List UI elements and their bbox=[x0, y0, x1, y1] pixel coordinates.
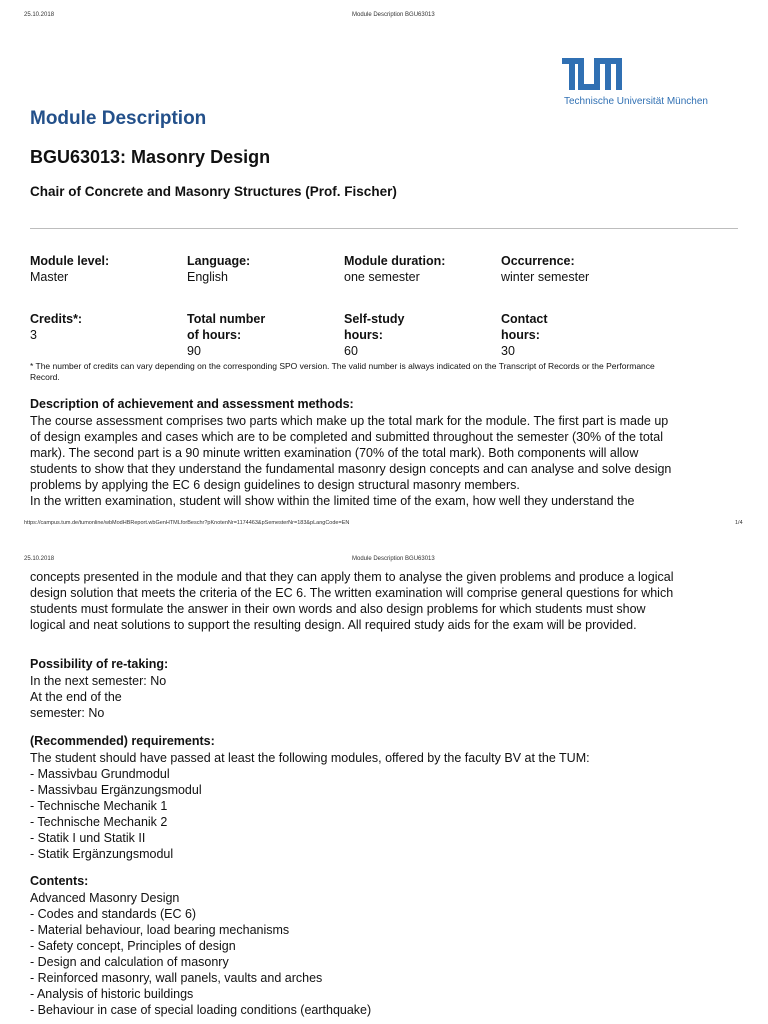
assessment-line: students to show that they understand the fundamental masonry design concepts and can analyse and solve design bbox=[30, 462, 672, 476]
assessment-line: of design examples and cases which are to be completed and submitted throughout the semester (30% of the total bbox=[30, 430, 664, 444]
assessment-line: mark). The second part is a 90 minute written examination (70% of the total mark). Both components will allow bbox=[30, 446, 639, 460]
total-hours-label-1: Total number bbox=[187, 312, 266, 326]
module-duration-value: one semester bbox=[344, 270, 420, 284]
occurrence-value: winter semester bbox=[501, 270, 590, 284]
tum-logo bbox=[562, 58, 712, 92]
language-label: Language: bbox=[187, 254, 251, 268]
requirements-text bbox=[30, 750, 730, 862]
assessment-line: In the written examination, student will show within the limited time of the exam, how well they understand the bbox=[30, 494, 635, 508]
requirements-line: - Technische Mechanik 2 bbox=[30, 815, 168, 829]
footer-url: https://campus.tum.de/tumonline/wbModHBReport.wbGenHTMLforBeschr?pKnotenNr=1174463&pSemesterNr=183&pLangCode=EN bbox=[24, 520, 350, 526]
total-hours-value: 90 bbox=[187, 344, 201, 358]
contents-line: - Behaviour in case of special loading conditions (earthquake) bbox=[30, 1003, 372, 1017]
contents-line: - Safety concept, Principles of design bbox=[30, 939, 236, 953]
contact-hours-label-2: hours: bbox=[501, 328, 540, 342]
requirements-line: The student should have passed at least the following modules, offered by the faculty BV at the TUM: bbox=[30, 751, 590, 765]
contents-line: - Reinforced masonry, wall panels, vaults and arches bbox=[30, 971, 323, 985]
language bbox=[187, 253, 250, 285]
module-duration-label: Module duration: bbox=[344, 254, 446, 268]
module-level bbox=[30, 253, 109, 285]
assessment-text bbox=[30, 413, 730, 509]
requirements-line: - Statik Ergänzungsmodul bbox=[30, 847, 174, 861]
retake-line: At the end of the bbox=[30, 690, 122, 704]
module-level-value: Master bbox=[30, 270, 69, 284]
page-gap bbox=[0, 540, 768, 548]
logo-text: Technische Universität München bbox=[564, 96, 708, 107]
credits-label: Credits*: bbox=[30, 312, 83, 326]
header-date: 25.10.2018 bbox=[24, 12, 55, 18]
requirements-line: - Massivbau Grundmodul bbox=[30, 767, 170, 781]
self-study-label-2: hours: bbox=[344, 328, 383, 342]
language-value: English bbox=[187, 270, 228, 284]
document-page-2 bbox=[0, 548, 768, 1024]
credits-note bbox=[30, 361, 730, 383]
requirements-line: - Massivbau Ergänzungsmodul bbox=[30, 783, 202, 797]
chair-name: Chair of Concrete and Masonry Structures (Prof. Fischer) bbox=[30, 184, 397, 199]
occurrence-label: Occurrence: bbox=[501, 254, 575, 268]
requirements-heading: (Recommended) requirements: bbox=[30, 734, 215, 748]
module-level-label: Module level: bbox=[30, 254, 110, 268]
contents-line: - Design and calculation of masonry bbox=[30, 955, 229, 969]
contents-line: - Material behaviour, load bearing mechanisms bbox=[30, 923, 290, 937]
self-study-label-1: Self-study bbox=[344, 312, 405, 326]
assessment-continuation bbox=[30, 569, 730, 633]
continuation-line: students must formulate the answer in their own words and also design problems for which students must show bbox=[30, 602, 646, 616]
credits-value: 3 bbox=[30, 328, 37, 342]
retake-line: semester: No bbox=[30, 706, 105, 720]
divider bbox=[30, 228, 738, 229]
requirements-line: - Technische Mechanik 1 bbox=[30, 799, 168, 813]
contact-hours-value: 30 bbox=[501, 344, 515, 358]
credits-note-line-2: Record. bbox=[30, 372, 60, 382]
contents-heading: Contents: bbox=[30, 874, 89, 888]
tum-logo-mark bbox=[562, 58, 622, 92]
contact-hours-label-1: Contact bbox=[501, 312, 548, 326]
assessment-heading: Description of achievement and assessment methods: bbox=[30, 397, 354, 411]
assessment-line: problems by applying the EC 6 design guidelines to design structural masonry members. bbox=[30, 478, 520, 492]
credits-note-line-1: * The number of credits can vary depending on the corresponding SPO version. The valid number is always indicated on the Transcript of Records or the Performance bbox=[30, 361, 655, 371]
total-hours bbox=[187, 311, 265, 359]
retake-text bbox=[30, 673, 730, 721]
header-title: Module Description BGU63013 bbox=[352, 12, 435, 18]
total-hours-label-2: of hours: bbox=[187, 328, 242, 342]
retake-heading: Possibility of re-taking: bbox=[30, 657, 169, 671]
continuation-line: logical and neat solutions to support the resulting design. All required study aids for the exam will be provided. bbox=[30, 618, 637, 632]
header-date: 25.10.2018 bbox=[24, 556, 55, 562]
module-duration bbox=[344, 253, 445, 285]
assessment-line: The course assessment comprises two parts which make up the total mark for the module. The first part is made up bbox=[30, 414, 669, 428]
header-title: Module Description BGU63013 bbox=[352, 556, 435, 562]
continuation-line: concepts presented in the module and that they can apply them to analyse the given problems and produce a logical bbox=[30, 570, 674, 584]
requirements-line: - Statik I und Statik II bbox=[30, 831, 146, 845]
self-study-hours bbox=[344, 311, 404, 359]
module-title: BGU63013: Masonry Design bbox=[30, 147, 271, 167]
contents-line: - Codes and standards (EC 6) bbox=[30, 907, 197, 921]
contents-text bbox=[30, 890, 730, 1018]
contents-line: Advanced Masonry Design bbox=[30, 891, 180, 905]
contents-line: - Analysis of historic buildings bbox=[30, 987, 194, 1001]
retake-line: In the next semester: No bbox=[30, 674, 167, 688]
continuation-line: design solution that meets the criteria of the EC 6. The written examination will comprise general questions for which bbox=[30, 586, 674, 600]
module-description-heading: Module Description bbox=[30, 108, 207, 129]
footer-page-number: 1/4 bbox=[735, 520, 743, 526]
credits bbox=[30, 311, 82, 343]
self-study-value: 60 bbox=[344, 344, 358, 358]
occurrence bbox=[501, 253, 589, 285]
contact-hours bbox=[501, 311, 548, 359]
